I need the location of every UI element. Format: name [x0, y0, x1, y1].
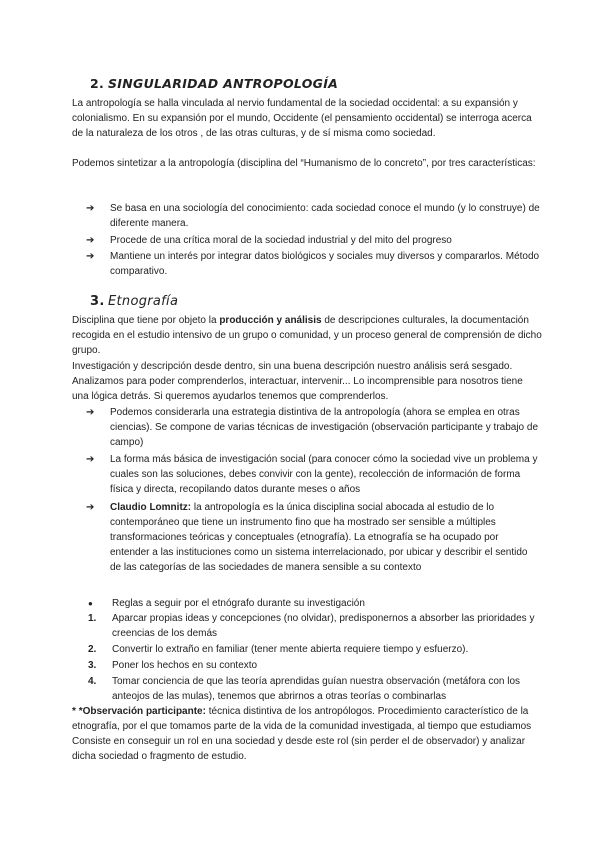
- rule-text: Tomar conciencia de que las teoría aprendidas guían nuestra observación (metáfora con los anteojos de las mulas), tenemos que abrirnos a otras teorías o combinarlas: [112, 676, 521, 702]
- lomnitz-name: Claudio Lomnitz:: [110, 502, 192, 513]
- section-2-heading: [90, 76, 338, 91]
- section-3-number: 3.: [90, 294, 105, 309]
- rule-text: Aparcar propias ideas y concepciones (no olvidar), predisponernos a absorber las prioridades y creencias de los demás: [112, 613, 535, 639]
- section-3-paragraph: Investigación y descripción desde dentro, sin una buena descripción nuestro análisis será sesgado.: [72, 361, 513, 372]
- section-2-title: SINGULARIDAD ANTROPOLOGÍA: [108, 76, 339, 91]
- arrow-item-text: La forma más básica de investigación social (para conocer cómo la sociedad vive un problema y cuales son las soluciones, debes convivir con la gente), recolección de información de forma física y directa, recopilando datos durante meses o años: [110, 454, 538, 495]
- note-star: *: [72, 706, 76, 717]
- definition-text: Disciplina que tiene por objeto la: [72, 315, 220, 326]
- rules-title: Reglas a seguir por el etnógrafo durante su investigación: [112, 598, 365, 609]
- section-3-paragraph: Analizamos para poder comprenderlos, interactuar, intervenir... Lo incomprensible para nosotros tiene una lógica detrás. Si queremos ayudarlos tenemos que comprenderlos.: [72, 376, 523, 402]
- rule-number: 1.: [88, 613, 97, 624]
- bullet-dot-icon: ●: [88, 599, 93, 608]
- definition-text: de descripciones culturales, la documentación recogida en el estudio intensivo de un grupo o comunidad, y un proceso general de comprensión de dicho grupo.: [72, 315, 542, 356]
- section-3-definition: [72, 313, 542, 358]
- lomnitz-text: [110, 500, 540, 575]
- arrow-icon: ➔: [86, 203, 95, 214]
- section-2-synth: Podemos sintetizar a la antropología (disciplina del “Humanismo de lo concreto”, por tres características:: [72, 158, 536, 169]
- section-2-intro: La antropología se halla vinculada al nervio fundamental de la sociedad occidental: a su expansión y colonialismo. En su expansión por el mundo, Occidente (el pensamiento occidental) se interroga acerca de la naturaleza de los otros , de las otras culturas, y de sí misma como sociedad.: [72, 98, 532, 139]
- bullet-text: Se basa en una sociología del conocimiento: cada sociedad conoce el mundo (y lo construye) de diferente manera.: [110, 203, 540, 229]
- lomnitz-body: la antropología es la única disciplina social abocada al estudio de lo contemporáneo que tiene un instrumento fino que ha mostrado ser sensible a múltiples transformaciones teóricas y conceptuales (etnografía). La etnografía se ha ocupado por entender a las instituciones como un sistema interrelacionado, por ubicar y describir el sentido de las categorías de las sociedades de manera sensible a su contexto: [110, 502, 528, 573]
- arrow-icon: ➔: [86, 407, 95, 418]
- note-term: *Observación participante:: [78, 706, 206, 717]
- note-body: técnica distintiva de los antropólogos. Procedimiento característico de la etnografía, por el que tomamos parte de la vida de la comunidad investigada, al tiempo que estudiamos Consiste en conseguir un rol en una sociedad y desde este rol (sin perder el de observador) y analizar dicha sociedad o fragmento de estudio.: [72, 706, 532, 762]
- definition-bold: producción y análisis: [219, 315, 322, 326]
- section-2-number: 2.: [90, 76, 105, 91]
- arrow-item-text: Podemos considerarla una estrategia distintiva de la antropología (ahora se emplea en otras ciencias). Se compone de varias técnicas de investigación (observación participante y trabajo de campo): [110, 407, 539, 448]
- section-3-title: Etnografía: [108, 294, 179, 309]
- arrow-icon: ➔: [86, 235, 95, 246]
- rule-number: 3.: [88, 660, 97, 671]
- bullet-text: Procede de una crítica moral de la sociedad industrial y del mito del progreso: [110, 235, 452, 246]
- rule-number: 2.: [88, 644, 97, 655]
- arrow-icon: ➔: [86, 454, 95, 465]
- observation-note: [72, 704, 542, 764]
- rule-text: Poner los hechos en su contexto: [112, 660, 258, 671]
- bullet-text: Mantiene un interés por integrar datos biológicos y sociales muy diversos y compararlos. Método comparativo.: [110, 251, 540, 277]
- arrow-icon: ➔: [86, 251, 95, 262]
- rule-text: Convertir lo extraño en familiar (tener mente abierta requiere tiempo y esfuerzo).: [112, 644, 469, 655]
- arrow-icon: ➔: [86, 502, 95, 513]
- rule-number: 4.: [88, 676, 97, 687]
- section-3-heading: [90, 294, 178, 309]
